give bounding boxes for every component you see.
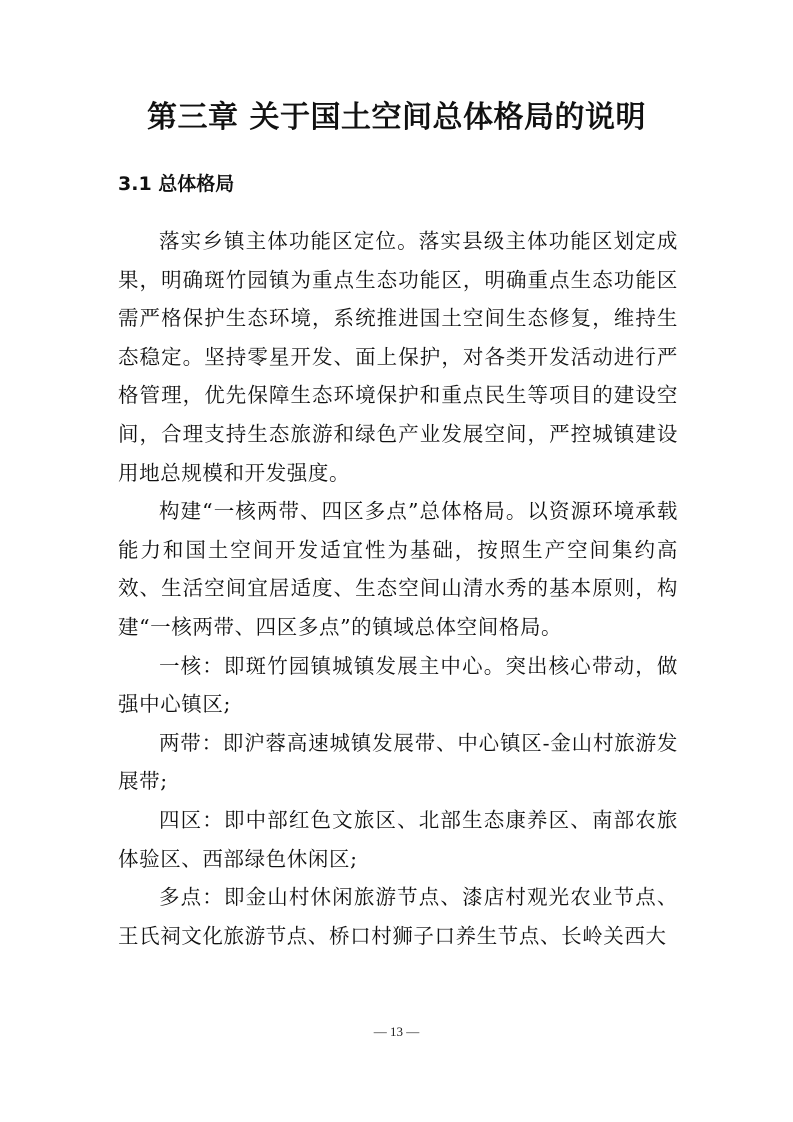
- section-title: 3.1 总体格局: [118, 173, 235, 195]
- page-number: — 13 —: [373, 1024, 420, 1039]
- paragraph-multi-points: 多点：即金山村休闲旅游节点、漆店村观光农业节点、王氏祠文化旅游节点、桥口村狮子口养生节点、长岭关西大: [118, 885, 678, 948]
- paragraph-overall-pattern: 构建“一核两带、四区多点”总体格局。以资源环境承载能力和国土空间开发适宜性为基础，按照生产空间集约高效、生活空间宜居适度、生态空间山清水秀的基本原则，构建“一核两带、四区多点”的镇域总体空间格局。: [118, 499, 678, 639]
- paragraph-one-core: 一核：即斑竹园镇城镇发展主中心。突出核心带动，做强中心镇区;: [118, 653, 678, 717]
- paragraph-positioning: 落实乡镇主体功能区定位。落实县级主体功能区划定成果，明确斑竹园镇为重点生态功能区，明确重点生态功能区需严格保护生态环境，系统推进国土空间生态修复，维持生态稳定。坚持零星开发、面上保护，对各类开发活动进行严格管理，优先保障生态环境保护和重点民生等项目的建设空间，合理支持生态旅游和绿色产业发展空间，严控城镇建设用地总规模和开发强度。: [118, 229, 678, 485]
- body-text: [118, 222, 678, 955]
- paragraph-two-belts: 两带：即沪蓉高速城镇发展带、中心镇区-金山村旅游发展带;: [118, 730, 678, 794]
- chapter-title: 第三章 关于国土空间总体格局的说明: [147, 100, 646, 135]
- paragraph-four-zones: 四区：即中部红色文旅区、北部生态康养区、南部农旅体验区、西部绿色休闲区;: [118, 807, 678, 871]
